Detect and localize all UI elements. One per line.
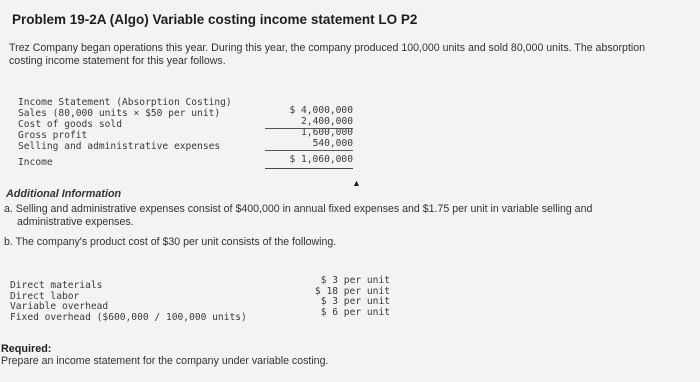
- statement-values: [265, 106, 353, 166]
- item-a-text: Selling and administrative expenses consist of $400,000 in annual fixed expenses and $1.75 per unit in variable selling and: [15, 203, 593, 215]
- item-b-marker: b.: [4, 236, 13, 248]
- problem-intro: Trez Company began operations this year. During this year, the company produced 100,000 units and sold 80,000 units. The absorption costing income statement for this year follows.: [9, 42, 646, 67]
- required-heading: Required:: [1, 343, 52, 355]
- cost-label-direct-labor: Direct labor: [10, 290, 80, 302]
- statement-value-sales: $ 4,000,000: [289, 105, 353, 116]
- additional-info-heading: Additional Information: [6, 188, 122, 200]
- product-cost-labels: [10, 281, 247, 323]
- statement-value-income: $ 1,060,000: [289, 153, 353, 165]
- cost-value-fixed-overhead: $ 6 per unit: [320, 306, 390, 318]
- statement-label-sales: Sales (80,000 units × $50 per unit): [18, 107, 221, 119]
- subtotal-rule: [265, 150, 353, 151]
- additional-item-a: [4, 203, 694, 228]
- statement-label-gross-profit: Gross profit: [18, 129, 88, 141]
- item-a-text-continued: administrative expenses.: [17, 215, 134, 228]
- statement-label-cogs: Cost of goods sold: [18, 118, 122, 130]
- product-cost-values: [308, 276, 390, 318]
- cost-value-variable-overhead: $ 3 per unit: [320, 296, 390, 308]
- statement-labels: [18, 98, 232, 168]
- statement-value-selling-admin: 540,000: [312, 137, 353, 149]
- subtotal-rule: [265, 128, 353, 129]
- statement-label-income: Income: [18, 156, 53, 168]
- cost-label-variable-overhead: Variable overhead: [10, 301, 109, 313]
- cost-value-direct-materials: $ 3 per unit: [320, 275, 390, 286]
- mouse-cursor-icon: ▲: [352, 178, 361, 188]
- item-b-text: The company's product cost of $30 per unit consists of the following.: [15, 236, 337, 248]
- required-text: Prepare an income statement for the company under variable costing.: [1, 355, 329, 367]
- additional-item-b: [4, 236, 694, 249]
- item-a-marker: a.: [4, 203, 13, 215]
- problem-title: Problem 19-2A (Algo) Variable costing income statement LO P2: [12, 12, 418, 27]
- cost-label-fixed-overhead: Fixed overhead ($600,000 / 100,000 units): [10, 311, 247, 323]
- cost-label-direct-materials: Direct materials: [10, 280, 103, 291]
- statement-value-gross-profit: 1,600,000: [301, 126, 353, 138]
- cost-value-direct-labor: $ 18 per unit: [314, 285, 390, 297]
- statement-heading: Income Statement (Absorption Costing): [18, 97, 232, 108]
- statement-label-selling-admin: Selling and administrative expenses: [18, 140, 221, 152]
- statement-value-cogs: 2,400,000: [301, 115, 353, 127]
- total-rule: [265, 168, 353, 169]
